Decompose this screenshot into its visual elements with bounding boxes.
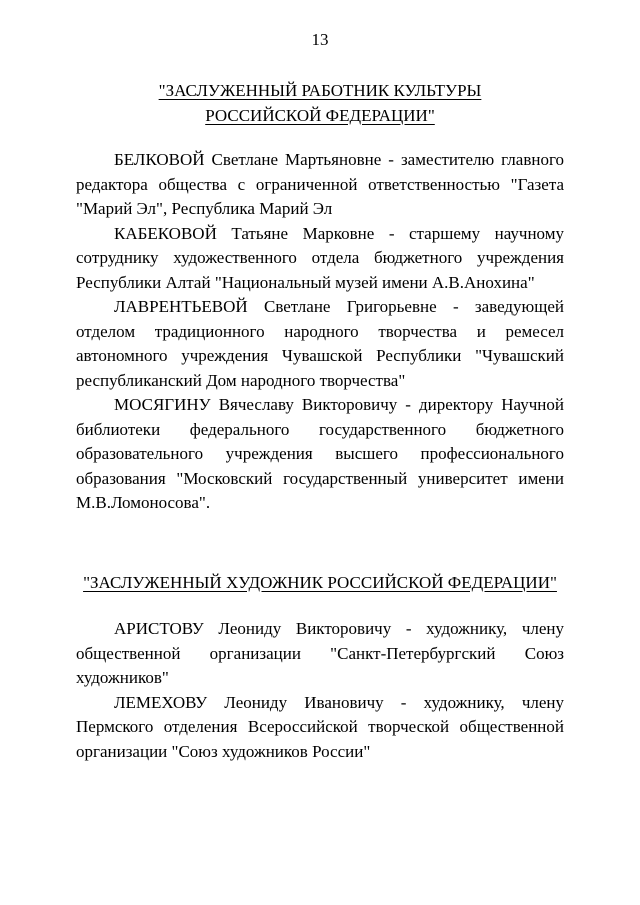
section-heading-line: "ЗАСЛУЖЕННЫЙ ХУДОЖНИК РОССИЙСКОЙ ФЕДЕРАЦИИ" [83, 573, 557, 592]
recipient-surname: АРИСТОВУ [114, 619, 204, 638]
recipient-details: Леониду Ивановичу - художнику, члену Пермского отделения Всероссийской творческой общественной организации "Союз художников России" [76, 692, 564, 761]
recipient-surname: МОСЯГИНУ [114, 395, 211, 414]
award-entry [76, 295, 564, 393]
section-heading-line: "ЗАСЛУЖЕННЫЙ РАБОТНИК КУЛЬТУРЫ [158, 81, 482, 100]
award-entry [76, 222, 564, 296]
award-entry [76, 691, 564, 765]
recipient-surname: КАБЕКОВОЙ [114, 223, 217, 243]
recipient-details: Светлане Мартьяновне - заместителю главного редактора общества с ограниченной ответственностью "Газета "Марий Эл", Республика Марий Эл [76, 150, 564, 218]
section-heading-line: РОССИЙСКОЙ ФЕДЕРАЦИИ" [205, 105, 435, 125]
recipient-details: Татьяне Марковне - старшему научному сотруднику художественного отдела бюджетного учреждения Республики Алтай "Национальный музей имени А.В.Анохина" [76, 223, 564, 292]
page-number: 13 [311, 30, 329, 49]
award-entry [76, 148, 564, 222]
award-entry [76, 393, 564, 516]
award-list-artist [76, 617, 564, 764]
section-heading-artist [76, 571, 564, 596]
recipient-surname: ЛЕМЕХОВУ [114, 692, 208, 712]
award-entry [76, 617, 564, 691]
section-heading-culture-worker [76, 79, 564, 128]
award-list-culture-worker [76, 148, 564, 516]
recipient-details: Леониду Викторовичу - художнику, члену общественной организации "Санкт-Петербургский Союз художников" [76, 619, 564, 687]
recipient-surname: БЕЛКОВОЙ [114, 150, 205, 169]
recipient-details: Светлане Григорьевне - заведующей отделом традиционного народного творчества и ремесел автономного учреждения Чувашской Республики "Чувашский республиканский Дом народного творчества" [76, 297, 564, 390]
recipient-surname: ЛАВРЕНТЬЕВОЙ [114, 297, 248, 316]
recipient-details: Вячеславу Викторовичу - директору Научной библиотеки федерального государственного бюджетного образовательного учреждения высшего профессионального образования "Московский государственный университет имени М.В.Ломоносова". [76, 395, 564, 512]
